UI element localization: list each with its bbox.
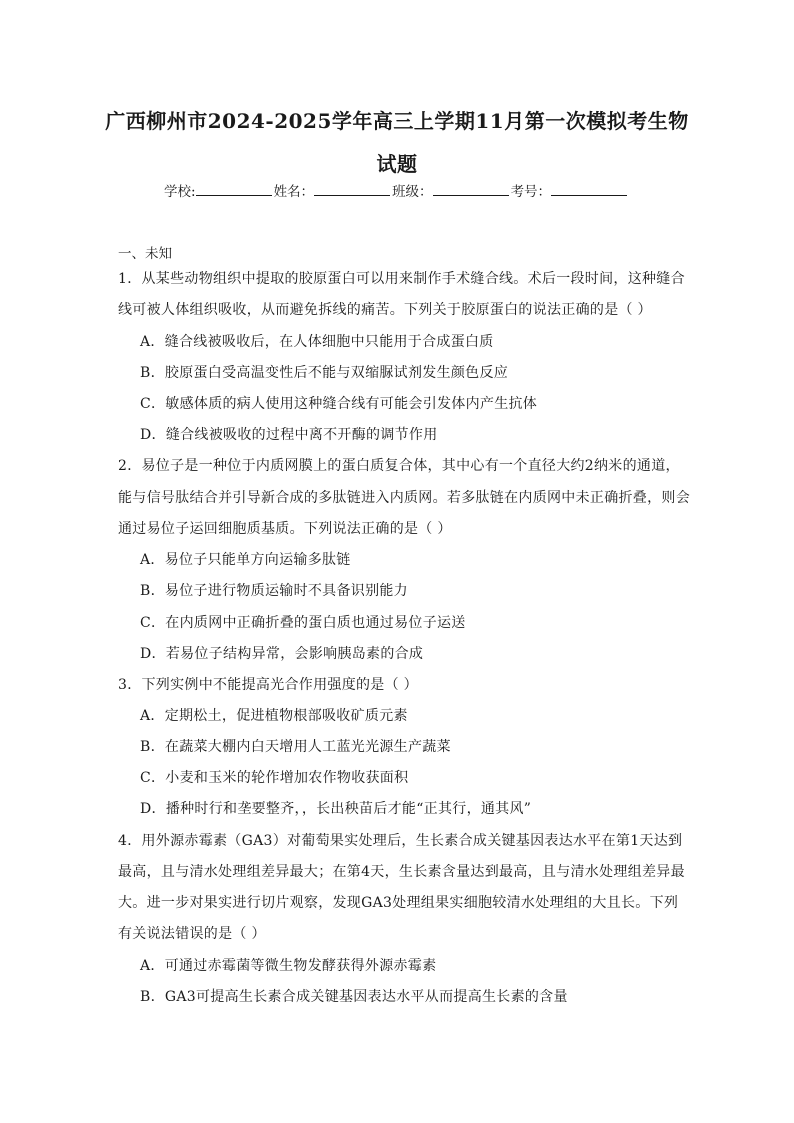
- question-1-stem-line: 1．从某些动物组织中提取的胶原蛋白可以用来制作手术缝合线。术后一段时间，这种缝合: [118, 271, 685, 287]
- school-blank: [196, 181, 272, 196]
- question-2-option-c: C．在内质网中正确折叠的蛋白质也通过易位子运送: [140, 615, 466, 631]
- question-4-option-b: B．GA3可提高生长素合成关键基因表达水平从而提高生长素的含量: [140, 989, 568, 1005]
- question-2-option-b: B．易位子进行物质运输时不具备识别能力: [140, 583, 408, 599]
- question-2-stem-line: 能与信号肽结合并引导新合成的多肽链进入内质网。若多肽链在内质网中未正确折叠，则会: [118, 490, 690, 506]
- question-2-stem-line: 2．易位子是一种位于内质网膜上的蛋白质复合体，其中心有一个直径大约2纳米的通道，: [118, 458, 680, 474]
- class-blank: [433, 181, 509, 196]
- question-4-option-a: A．可通过赤霉菌等微生物发酵获得外源赤霉素: [140, 958, 437, 974]
- question-4-stem-line: 有关说法错误的是（ ）: [118, 926, 266, 942]
- exam-number-blank: [551, 181, 627, 196]
- question-4-stem-line: 4．用外源赤霉素（GA3）对葡萄果实处理后，生长素合成关键基因表达水平在第1天达到: [118, 833, 683, 849]
- class-label: 班级：: [392, 184, 433, 200]
- page-title: 广西柳州市2024-2025学年高三上学期11月第一次模拟考生物: [105, 109, 689, 133]
- question-3-option-d: D．播种时行和垄要整齐，，长出秧苗后才能“正其行，通其风”: [140, 801, 532, 817]
- question-1-option-c: C．敏感体质的病人使用这种缝合线有可能会引发体内产生抗体: [140, 396, 538, 412]
- question-1-option-d: D．缝合线被吸收的过程中离不开酶的调节作用: [140, 427, 438, 443]
- question-1-option-b: B．胶原蛋白受高温变性后不能与双缩脲试剂发生颜色反应: [140, 365, 509, 381]
- question-3-option-b: B．在蔬菜大棚内白天增用人工蓝光光源生产蔬菜: [140, 739, 451, 755]
- school-label: 学校:: [164, 184, 196, 200]
- name-label: 姓名：: [273, 184, 315, 200]
- question-3-option-c: C．小麦和玉米的轮作增加农作物收获面积: [140, 770, 409, 786]
- question-4-stem-line: 最高，且与清水处理组差异最大；在第4天，生长素含量达到最高，且与清水处理组差异最: [118, 864, 685, 880]
- question-3-option-a: A．定期松土，促进植物根部吸收矿质元素: [140, 708, 408, 724]
- question-2-stem-line: 通过易位子运回细胞质基质。下列说法正确的是（ ）: [118, 521, 452, 537]
- question-3-stem-line: 3．下列实例中不能提高光合作用强度的是（ ）: [118, 677, 418, 693]
- question-1-option-a: A．缝合线被吸收后，在人体细胞中只能用于合成蛋白质: [140, 334, 494, 350]
- page-title-continued: 试题: [376, 152, 418, 176]
- section-heading: 一、未知: [118, 246, 172, 262]
- question-2-option-a: A．易位子只能单方向运输多肽链: [140, 552, 351, 568]
- student-info-row: [164, 180, 629, 200]
- question-2-option-d: D．若易位子结构异常，会影响胰岛素的合成: [140, 646, 424, 662]
- question-1-stem-line: 线可被人体组织吸收，从而避免拆线的痛苦。下列关于胶原蛋白的说法正确的是（ ）: [118, 302, 652, 318]
- question-4-stem-line: 大。进一步对果实进行切片观察，发现GA3处理组果实细胞较清水处理组的大且长。下列: [118, 895, 679, 911]
- name-blank: [314, 181, 390, 196]
- exam-number-label: 考号：: [510, 184, 552, 200]
